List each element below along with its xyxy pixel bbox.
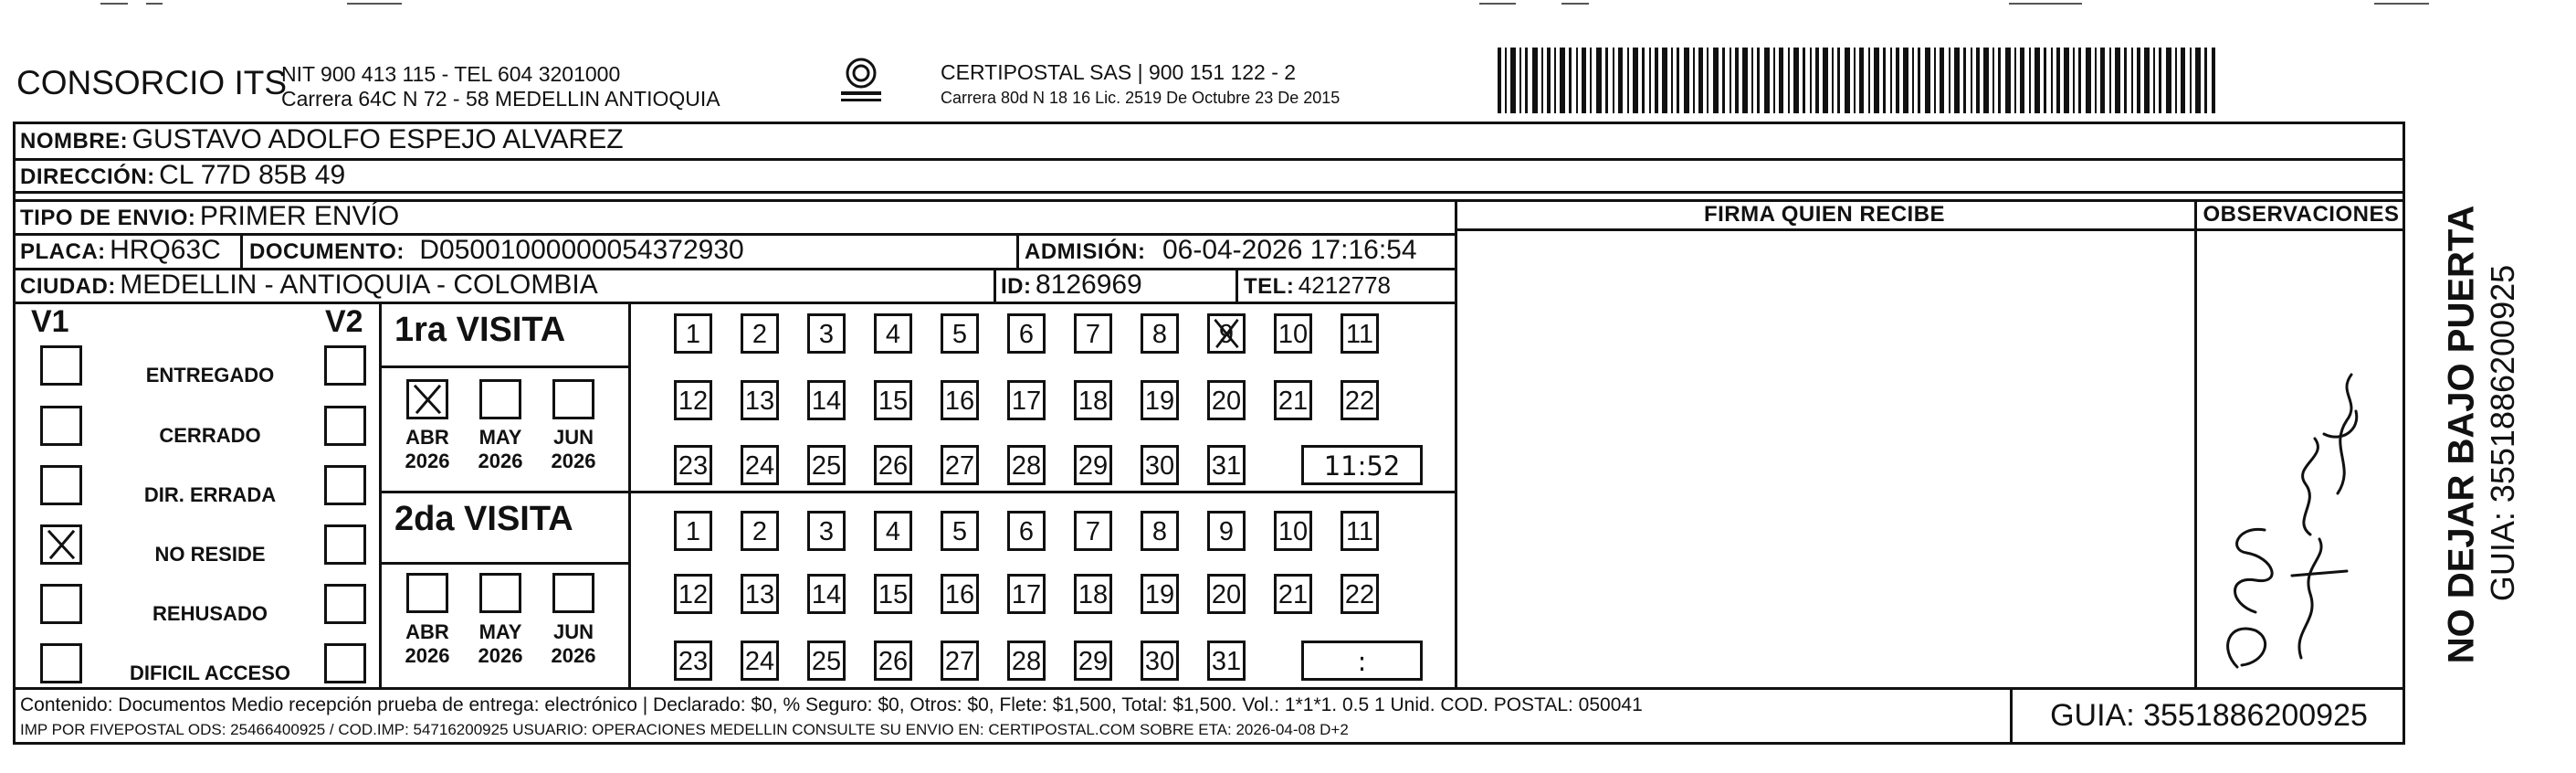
- month-name: ABR: [405, 426, 449, 449]
- day-cell[interactable]: [807, 574, 846, 614]
- v1-header: V1: [31, 304, 69, 339]
- month-label: [539, 620, 608, 668]
- day-number: 7: [1085, 320, 1101, 349]
- day-cell[interactable]: [1274, 380, 1312, 420]
- company-address: Carrera 64C N 72 - 58 MEDELLIN ANTIOQUIA: [281, 87, 720, 111]
- day-number: 27: [944, 647, 975, 676]
- status-v1-checkbox[interactable]: [40, 643, 82, 683]
- day-cell[interactable]: [1007, 313, 1046, 354]
- day-number: 27: [944, 451, 975, 481]
- day-number: 3: [818, 517, 835, 546]
- day-cell[interactable]: [1074, 445, 1112, 485]
- day-cell[interactable]: [1341, 380, 1379, 420]
- day-cell[interactable]: [741, 511, 779, 551]
- month-name: MAY: [478, 426, 522, 449]
- day-cell[interactable]: [674, 574, 712, 614]
- day-number: 29: [1078, 647, 1109, 676]
- nombre-row: [20, 122, 624, 157]
- day-cell[interactable]: [1074, 574, 1112, 614]
- status-v2-checkbox[interactable]: [324, 406, 366, 446]
- day-number: 25: [811, 647, 842, 676]
- ciudad-cell: [20, 269, 598, 302]
- status-v2-checkbox[interactable]: [324, 643, 366, 683]
- footer-imp: IMP POR FIVEPOSTAL ODS: 25466400925 / COD.IMP: 54716200925 USUARIO: OPERACIONES MEDELLIN CONSULTE SU ENVIO EN: CERTIPOSTAL.COM SOBRE ETA: 2026-04-08 D+2: [20, 721, 1349, 738]
- side-guia: GUIA: 3551886200925: [2484, 264, 2521, 602]
- day-number: 2: [752, 320, 768, 349]
- nombre-value: GUSTAVO ADOLFO ESPEJO ALVAREZ: [131, 124, 624, 154]
- day-cell[interactable]: [807, 313, 846, 354]
- visit-title: 2da VISITA: [394, 500, 573, 538]
- day-number: 31: [1211, 647, 1242, 676]
- tipo-value: PRIMER ENVÍO: [199, 201, 400, 231]
- day-cell[interactable]: [1007, 511, 1046, 551]
- time-field[interactable]: 11:52: [1301, 445, 1423, 485]
- day-number: 23: [678, 647, 709, 676]
- day-number: 23: [678, 451, 709, 481]
- day-number: 21: [1277, 580, 1309, 609]
- day-number: 13: [744, 386, 775, 416]
- month-checkbox[interactable]: [406, 573, 448, 613]
- admision-cell: [1025, 234, 1417, 267]
- day-cell[interactable]: [807, 380, 846, 420]
- tipo-label: TIPO DE ENVIO:: [20, 206, 196, 230]
- day-number: 1: [685, 517, 701, 546]
- documento-value: D05001000000054372930: [419, 235, 744, 265]
- placa-cell: [20, 234, 221, 267]
- day-number: 15: [878, 580, 909, 609]
- day-number: 24: [744, 647, 775, 676]
- x-mark: [1210, 316, 1243, 351]
- firma-divider: [1455, 199, 1457, 687]
- day-number: 13: [744, 580, 775, 609]
- day-cell[interactable]: [807, 445, 846, 485]
- day-cell[interactable]: [1341, 574, 1379, 614]
- day-cell[interactable]: [1007, 641, 1046, 681]
- day-cell[interactable]: [741, 380, 779, 420]
- day-cell[interactable]: [674, 313, 712, 354]
- placa-value: HRQ63C: [110, 235, 221, 265]
- day-number: 12: [678, 580, 709, 609]
- documento-label: DOCUMENTO:: [249, 239, 405, 264]
- day-number: 20: [1211, 580, 1242, 609]
- day-number: 10: [1277, 320, 1309, 349]
- day-number: 7: [1085, 517, 1101, 546]
- day-cell[interactable]: [1141, 313, 1179, 354]
- day-cell[interactable]: [941, 511, 979, 551]
- day-cell[interactable]: [1207, 574, 1246, 614]
- day-number: 18: [1078, 580, 1109, 609]
- day-number: 21: [1277, 386, 1309, 416]
- day-number: 19: [1144, 386, 1175, 416]
- day-number: 5: [952, 517, 968, 546]
- side-text: [2411, 122, 2521, 745]
- signature: [2201, 356, 2392, 676]
- day-number: 14: [811, 580, 842, 609]
- day-cell[interactable]: [674, 445, 712, 485]
- month-label: [393, 620, 462, 668]
- day-cell[interactable]: [1207, 380, 1246, 420]
- side-warning: NO DEJAR BAJO PUERTA: [2441, 205, 2482, 664]
- day-cell[interactable]: [1007, 380, 1046, 420]
- day-number: 17: [1011, 580, 1042, 609]
- day-number: 12: [678, 386, 709, 416]
- status-label: DIFICIL ACCESO: [129, 662, 290, 684]
- month-name: JUN: [552, 620, 594, 643]
- day-number: 5: [952, 320, 968, 349]
- month-name: JUN: [552, 426, 594, 449]
- guia-box: GUIA: 3551886200925: [2050, 698, 2368, 733]
- status-v2-checkbox[interactable]: [324, 465, 366, 505]
- x-mark: [409, 382, 446, 417]
- day-cell[interactable]: [1141, 380, 1179, 420]
- nombre-label: NOMBRE:: [20, 129, 129, 154]
- status-v2-checkbox[interactable]: [324, 524, 366, 565]
- day-cell[interactable]: [1274, 313, 1312, 354]
- top-edge-marks: [0, 0, 2576, 9]
- certi-address-line: Carrera 80d N 18 16 Lic. 2519 De Octubre 23 De 2015: [941, 89, 1341, 107]
- tipo-row: [20, 200, 399, 233]
- month-label: [393, 426, 462, 473]
- day-cell[interactable]: [1207, 445, 1246, 485]
- day-number: 15: [878, 386, 909, 416]
- status-v1-checkbox[interactable]: [40, 465, 82, 505]
- month-checkbox[interactable]: [406, 379, 448, 419]
- direccion-label: DIRECCIÓN:: [20, 164, 155, 189]
- day-cell[interactable]: [674, 380, 712, 420]
- day-cell[interactable]: [874, 313, 912, 354]
- day-number: 26: [878, 647, 909, 676]
- month-name: ABR: [405, 620, 449, 643]
- tel-label: TEL:: [1244, 274, 1295, 299]
- day-cell[interactable]: [807, 511, 846, 551]
- observaciones-label: OBSERVACIONES: [2203, 202, 2400, 227]
- month-year: 2026: [551, 644, 596, 667]
- firma-label: FIRMA QUIEN RECIBE: [1703, 202, 1946, 227]
- v2-header: V2: [325, 304, 363, 339]
- month-label: [539, 426, 608, 473]
- status-v2-checkbox[interactable]: [324, 584, 366, 624]
- day-number: 30: [1144, 451, 1175, 481]
- day-number: 18: [1078, 386, 1109, 416]
- day-number: 17: [1011, 386, 1042, 416]
- day-cell[interactable]: [874, 641, 912, 681]
- month-checkbox[interactable]: [552, 379, 594, 419]
- day-number: 6: [1018, 517, 1035, 546]
- x-mark: [43, 527, 79, 562]
- day-number: 31: [1211, 451, 1242, 481]
- day-number: 16: [944, 580, 975, 609]
- admision-value: 06-04-2026 17:16:54: [1162, 235, 1417, 265]
- status-label: NO RESIDE: [154, 543, 266, 566]
- day-number: 30: [1144, 647, 1175, 676]
- id-value: 8126969: [1035, 270, 1142, 300]
- day-number: 2: [752, 517, 768, 546]
- day-cell[interactable]: [941, 380, 979, 420]
- footer-contenido: Contenido: Documentos Medio recepción prueba de entrega: electrónico | Declarado: $0, % Seguro: $0, Otros: $0, Flete: $1,500, Total: $1,500. Vol.: 1*1*1. 0.5 1 Unid. COD. POSTAL: 050041: [20, 694, 1643, 715]
- day-cell[interactable]: [1074, 511, 1112, 551]
- month-year: 2026: [478, 644, 523, 667]
- day-cell[interactable]: [1341, 511, 1379, 551]
- month-checkbox[interactable]: [479, 573, 521, 613]
- day-cell[interactable]: [874, 445, 912, 485]
- day-number: 14: [811, 386, 842, 416]
- day-number: 3: [818, 320, 835, 349]
- day-number: 6: [1018, 320, 1035, 349]
- status-v1-checkbox[interactable]: [40, 584, 82, 624]
- day-number: 20: [1211, 386, 1242, 416]
- certipostal-logo: [834, 57, 888, 110]
- admision-label: ADMISIÓN:: [1025, 239, 1146, 264]
- status-label: ENTREGADO: [145, 364, 275, 386]
- day-cell[interactable]: [1207, 641, 1246, 681]
- direccion-row: [20, 159, 345, 192]
- day-cell[interactable]: [741, 445, 779, 485]
- day-cell[interactable]: [674, 511, 712, 551]
- day-cell[interactable]: [941, 313, 979, 354]
- day-cell[interactable]: [941, 445, 979, 485]
- obs-divider: [2194, 199, 2197, 687]
- id-label: ID:: [1001, 274, 1032, 299]
- documento-cell: [249, 234, 744, 267]
- day-cell[interactable]: [1207, 313, 1246, 354]
- day-number: 8: [1151, 320, 1168, 349]
- day-number: 22: [1344, 580, 1375, 609]
- day-cell[interactable]: [1141, 574, 1179, 614]
- day-number: 29: [1078, 451, 1109, 481]
- status-label: CERRADO: [159, 424, 261, 447]
- day-number: 8: [1151, 517, 1168, 546]
- day-number: 25: [811, 451, 842, 481]
- month-label: [466, 620, 535, 668]
- day-cell[interactable]: [941, 641, 979, 681]
- day-cell[interactable]: [874, 380, 912, 420]
- day-number: 28: [1011, 647, 1042, 676]
- month-label: [466, 426, 535, 473]
- day-cell[interactable]: [1007, 445, 1046, 485]
- barcode: [1498, 48, 2219, 113]
- day-number: 11: [1345, 320, 1374, 349]
- direccion-value: CL 77D 85B 49: [159, 160, 346, 190]
- month-year: 2026: [478, 450, 523, 472]
- day-cell[interactable]: [1074, 380, 1112, 420]
- day-cell[interactable]: [1341, 313, 1379, 354]
- day-number: 26: [878, 451, 909, 481]
- day-number: 24: [744, 451, 775, 481]
- tel-cell: [1244, 269, 1391, 302]
- day-cell[interactable]: [674, 641, 712, 681]
- status-v2-checkbox[interactable]: [324, 345, 366, 386]
- time-field[interactable]: :: [1301, 641, 1423, 681]
- month-name: MAY: [478, 620, 522, 643]
- day-cell[interactable]: [874, 574, 912, 614]
- status-label: REHUSADO: [152, 602, 268, 625]
- day-cell[interactable]: [1074, 641, 1112, 681]
- id-cell: [1001, 269, 1142, 302]
- day-number: 1: [685, 320, 701, 349]
- month-checkbox[interactable]: [552, 573, 594, 613]
- day-cell[interactable]: [1074, 313, 1112, 354]
- month-year: 2026: [405, 644, 450, 667]
- tel-value: 4212778: [1298, 271, 1392, 299]
- day-number: 28: [1011, 451, 1042, 481]
- day-cell[interactable]: [1141, 511, 1179, 551]
- day-cell[interactable]: [1207, 511, 1246, 551]
- placa-label: PLACA:: [20, 239, 106, 264]
- company-nit: NIT 900 413 115 - TEL 604 3201000: [281, 62, 621, 86]
- month-year: 2026: [405, 450, 450, 472]
- company-name: CONSORCIO ITS: [16, 64, 288, 101]
- day-number: 4: [885, 517, 901, 546]
- visit-title: 1ra VISITA: [394, 311, 566, 349]
- day-cell[interactable]: [1274, 574, 1312, 614]
- day-number: 9: [1218, 320, 1235, 349]
- day-number: 22: [1344, 386, 1375, 416]
- status-v1-checkbox[interactable]: [40, 345, 82, 386]
- status-label: DIR. ERRADA: [143, 483, 277, 506]
- day-cell[interactable]: [1141, 641, 1179, 681]
- day-cell[interactable]: [941, 574, 979, 614]
- day-number: 4: [885, 320, 901, 349]
- ciudad-value: MEDELLIN - ANTIOQUIA - COLOMBIA: [120, 270, 598, 300]
- day-cell[interactable]: [807, 641, 846, 681]
- ciudad-label: CIUDAD:: [20, 274, 116, 299]
- day-cell[interactable]: [1007, 574, 1046, 614]
- month-checkbox[interactable]: [479, 379, 521, 419]
- day-cell[interactable]: [1274, 511, 1312, 551]
- day-number: 19: [1144, 580, 1175, 609]
- month-year: 2026: [551, 450, 596, 472]
- day-cell[interactable]: [741, 313, 779, 354]
- day-number: 11: [1345, 517, 1374, 546]
- day-cell[interactable]: [741, 641, 779, 681]
- day-number: 9: [1218, 517, 1235, 546]
- day-number: 16: [944, 386, 975, 416]
- day-cell[interactable]: [1141, 445, 1179, 485]
- certi-name-line: CERTIPOSTAL SAS | 900 151 122 - 2: [941, 60, 1297, 84]
- day-cell[interactable]: [874, 511, 912, 551]
- status-v1-checkbox[interactable]: [40, 524, 82, 565]
- day-cell[interactable]: [741, 574, 779, 614]
- day-number: 10: [1277, 517, 1309, 546]
- status-v1-checkbox[interactable]: [40, 406, 82, 446]
